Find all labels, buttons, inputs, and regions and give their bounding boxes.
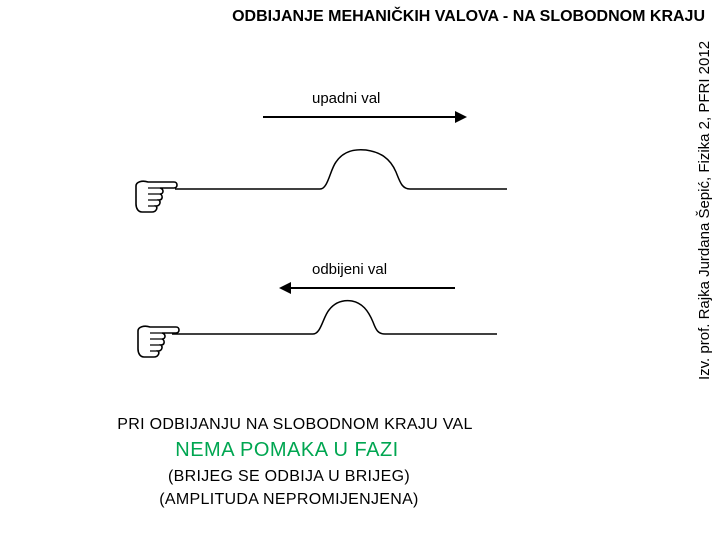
incident-wave-string — [175, 150, 507, 189]
conclusion-line-3: (BRIJEG SE ODBIJA U BRIJEG) — [168, 468, 410, 485]
incident-arrow-head — [455, 111, 467, 123]
page-title: ODBIJANJE MEHANIČKIH VALOVA - NA SLOBODNOM KRAJU — [232, 8, 705, 25]
pointing-hand-icon — [138, 326, 179, 357]
conclusion-line-4: (AMPLITUDA NEPROMIJENJENA) — [159, 491, 419, 508]
reflected-wave-label: odbijeni val — [312, 261, 388, 278]
conclusion-line-1: PRI ODBIJANJU NA SLOBODNOM KRAJU VAL — [117, 416, 473, 433]
incident-wave-label: upadni val — [312, 90, 381, 107]
conclusion-highlight: NEMA POMAKA U FAZI — [175, 439, 399, 461]
reflected-wave-string — [172, 301, 497, 334]
pointing-hand-icon — [136, 181, 177, 212]
reflected-arrow-head — [279, 282, 291, 294]
author-credit: Izv. prof. Rajka Jurdana Šepić, Fizika 2, PFRI 2012 — [696, 40, 713, 380]
